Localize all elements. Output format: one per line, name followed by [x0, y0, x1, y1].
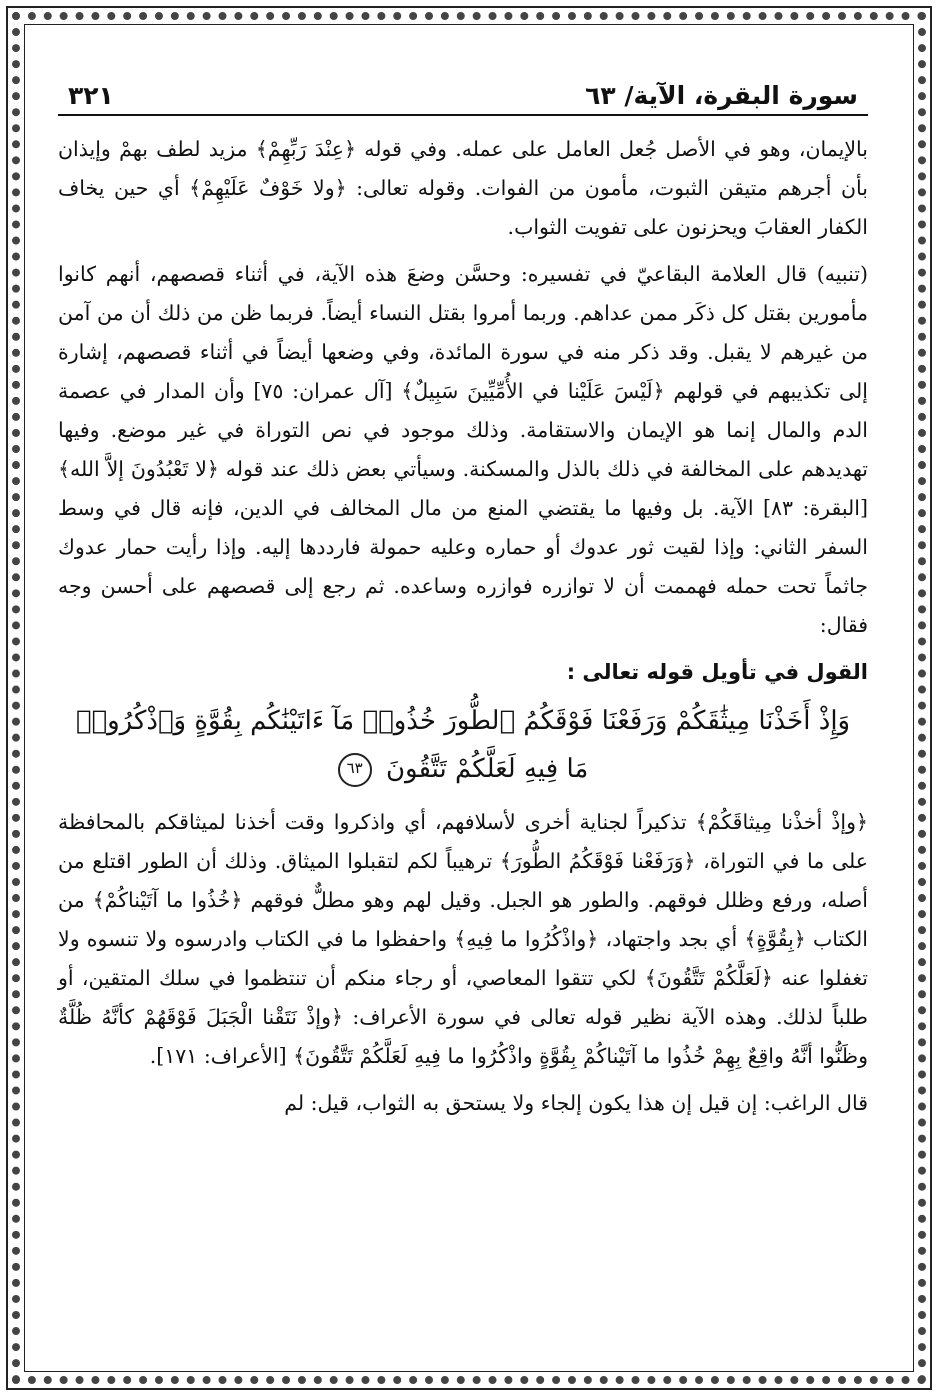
paragraph: بالإيمان، وهو في الأصل جُعل العامل على عمله. وفي قوله ﴿عِنْدَ رَبِّهِمْ﴾ مزيد لطف بهمْ وإيذان بأن أجرهم متيقن الثبوت، مأمون من الفوات. وقوله تعالى: ﴿ولا خَوْفٌ عَلَيْهِمْ﴾ أي حين يخاف الكفار العقابَ ويحزنون على تفويت الثواب. [58, 137, 868, 239]
paragraph: (تنبيه) قال العلامة البقاعيّ في تفسيره: وحسَّن وضعَ هذه الآية، في أثناء قصصهم، أنهم كانوا مأمورين بقتل كل ذكَر ممن عداهم. وربما أمروا بقتل النساء أيضاً. فربما ظن من ذلك أن من آمن من غيرهم لا يقبل. وقد ذكر منه في سورة المائدة، وفي وضعها أيضاً في أثناء قصصهم، إشارة إلى تكذيبهم في قولهم ﴿لَيْسَ عَلَيْنا في الأُمِّيِّينَ سَبِيلٌ﴾ [آل عمران: ٧٥] وأن المدار في عصمة الدم والمال إنما هو الإيمان والاستقامة. وذلك موجود في نص التوراة في غير موضع. وفيها تهديدهم على المخالفة في ذلك بالذل والمسكنة. وسيأتي بعض ذلك عند قوله ﴿لا تَعْبُدُونَ إلاَّ الله﴾ [البقرة: ٨٣] الآية. بل وفيها ما يقتضي المنع من مال المخالف في الدين، فإنه قال في وسط السفر الثاني: وإذا لقيت ثور عدوك أو حماره وعليه حمولة فارددها إليه. وإذا رأيت حمار عدوك جاثماً تحت حمله فهممت أن لا توازره فوازره وساعده. ثم رجع إلى قصصهم على أحسن وجه فقال: [58, 262, 869, 637]
quran-verse [68, 697, 858, 793]
page-header [58, 64, 868, 116]
ayah-number-medallion: ٦٣ [338, 753, 372, 787]
paragraph: قال الراغب: إن قيل إن هذا يكون إلجاء ولا يستحق به الثواب، قيل: لم [284, 1091, 868, 1115]
section-heading: القول في تأويل قوله تعالى : [566, 660, 868, 684]
page-number: ٣٢١ [68, 81, 114, 110]
page-content [58, 64, 868, 1131]
running-title: سورة البقرة، الآية/ ٦٣ [585, 81, 858, 110]
paragraph: ﴿وإذْ أخذْنا مِيثاقَكُمْ﴾ تذكيراً لجناية أخرى لأسلافهم، أي واذكروا وقت أخذنا لميثاقكم بالمحافظة على ما في التوراة، ﴿وَرَفَعْنا فَوْقَكُمُ الطُّورَ﴾ ترهيباً لكم لتقبلوا الميثاق. وذلك أن الطور اقتلع من أصله، ورفع وظلل فوقهم. والطور هو الجبل. وقيل لهم وهو مطلٌّ فوقهم ﴿خُذُوا ما آتَيْناكُمْ﴾ من الكتاب ﴿بِقُوَّةٍ﴾ أي بجد واجتهاد، ﴿واذْكُرُوا ما فِيهِ﴾ واحفظوا ما في الكتاب وادرسوه ولا تنسوه ولا تغفلوا عنه ﴿لَعَلَّكُمْ تَتَّقُونَ﴾ لكي تتقوا المعاصي، أو رجاء منكم أن تنتظموا في سلك المتقين، أو طلباً لذلك. وهذه الآية نظير قوله تعالى في سورة الأعراف: ﴿وإذْ نَتَقْنا الْجَبَلَ فَوْقَهُمْ كأنَّهُ ظُلَّةٌ وظَنُّوا أنَّهُ واقِعٌ بِهِمْ خُذُوا ما آتَيْناكُمْ بِقُوَّةٍ واذْكُرُوا ما فِيهِ لَعَلَّكُمْ تَتَّقُونَ﴾ [الأعراف: ١٧١]. [58, 810, 868, 1068]
verse-text: وَإِذْ أَخَذْنَا مِيثَٰقَكُمْ وَرَفَعْنَا فَوْقَكُمُ ٱلطُّورَ خُذُوا۟ مَآ ءَاتَيْنَٰكُم بِقُوَّةٍ وَٱذْكُرُوا۟ مَا فِيهِ لَعَلَّكُمْ تَتَّقُونَ [75, 706, 851, 784]
